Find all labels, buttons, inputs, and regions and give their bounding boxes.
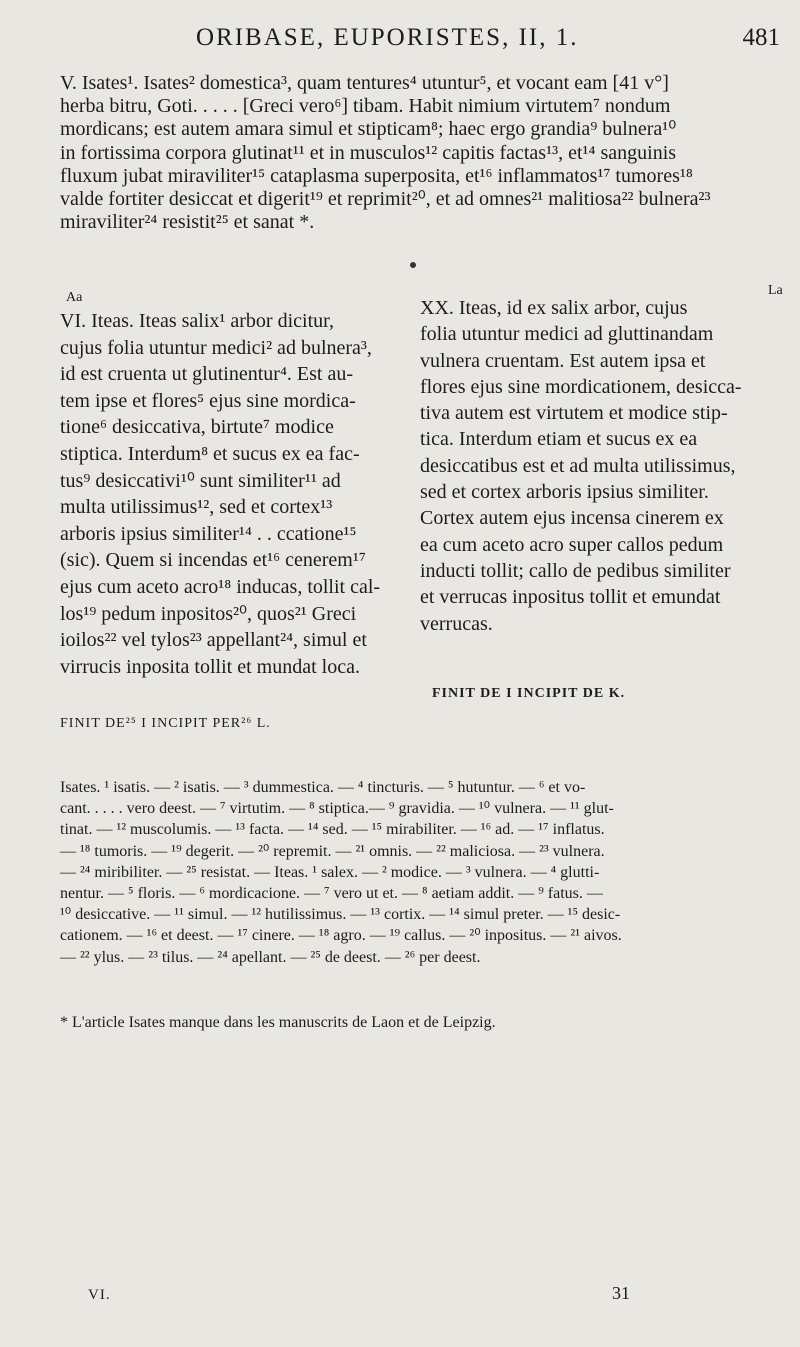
text-line: (sic). Quem si incendas et¹⁶ cenerem¹⁷ <box>60 549 366 572</box>
text-line: los¹⁹ pedum inpositos²⁰, quos²¹ Greci <box>60 602 357 625</box>
apparatus-line: cationem. — ¹⁶ et deest. — ¹⁷ cinere. — ¹⁸ agro. — ¹⁹ callus. — ²⁰ inpositus. — ²¹ aivos. <box>60 927 622 945</box>
finis-left: FINIT DE²⁵ I INCIPIT PER²⁶ L. <box>60 716 271 731</box>
text-line: cujus folia utuntur medici² ad bulnera³, <box>60 336 372 359</box>
text-line: virrucis inposita tollit et mundat loca. <box>60 655 360 678</box>
text-line: tione⁶ desiccativa, birtute⁷ modice <box>60 416 334 439</box>
gathering-number: 31 <box>612 1283 630 1303</box>
text-line: valde fortiter desiccat et digerit¹⁹ et reprimit²⁰, et ad omnes²¹ malitiosa²² bulnera²³ <box>60 188 711 211</box>
page-number: 481 <box>742 24 780 51</box>
text-line: arboris ipsius similiter¹⁴ . . ccatione¹⁵ <box>60 522 357 545</box>
critical-apparatus <box>60 777 790 968</box>
text-line: fluxum jubat miraviliter¹⁵ cataplasma superposita, et¹⁶ inflammatos¹⁷ tumores¹⁸ <box>60 164 693 187</box>
finis-right: FINIT DE I INCIPIT DE K. <box>432 686 626 701</box>
text-line: in fortissima corpora glutinat¹¹ et in musculos¹² capitis factas¹³, et¹⁴ sanguinis <box>60 141 677 164</box>
manuscript-sigil-right: La <box>768 283 783 298</box>
ink-dot <box>410 262 416 268</box>
text-line: mordicans; est autem amara simul et stipticam⁸; haec ergo grandia⁹ bulnera¹⁰ <box>60 118 677 141</box>
running-title: ORIBASE, EUPORISTES, II, 1. <box>196 24 579 51</box>
text-line: ioilos²² vel tylos²³ appellant²⁴, simul et <box>60 629 367 652</box>
text-line: desiccatibus est et ad multa utilissimus, <box>420 454 736 477</box>
section-isates <box>60 72 780 234</box>
text-line: VI. Iteas. Iteas salix¹ arbor dicitur, <box>60 310 334 332</box>
footnote: * L'article Isates manque dans les manuscrits de Laon et de Leipzig. <box>60 1014 496 1031</box>
apparatus-line: ¹⁰ desiccative. — ¹¹ simul. — ¹² hutilissimus. — ¹³ cortix. — ¹⁴ simul preter. — ¹⁵ desic- <box>60 906 621 924</box>
page-header <box>0 24 800 56</box>
text-line: multa utilissimus¹², sed et cortex¹³ <box>60 496 333 519</box>
apparatus-line: cant. . . . . vero deest. — ⁷ virtutim. — ⁸ stiptica.— ⁹ gravidia. — ¹⁰ vulnera. — ¹¹ glut- <box>60 800 614 818</box>
apparatus-line: — ²² ylus. — ²³ tilus. — ²⁴ apellant. — ²⁵ de deest. — ²⁶ per deest. <box>60 948 481 966</box>
text-line: ejus cum aceto acro¹⁸ inducas, tollit cal- <box>60 575 381 598</box>
text-line: verrucas. <box>420 612 493 635</box>
text-line: id est cruenta ut glutinentur⁴. Est au- <box>60 363 354 386</box>
text-line: folia utuntur medici ad gluttinandam <box>420 323 714 346</box>
manuscript-sigil-left: Aa <box>66 290 83 305</box>
text-line: herba bitru, Goti. . . . . [Greci vero⁶] tibam. Habit nimium virtutem⁷ nondum <box>60 95 671 118</box>
apparatus-line: — ²⁴ miribiliter. — ²⁵ resistat. — Iteas. ¹ salex. — ² modice. — ³ vulnera. — ⁴ glutti- <box>60 863 600 881</box>
text-line: sed et cortex arboris ipsius similiter. <box>420 481 709 504</box>
apparatus-line: tinat. — ¹² muscolumis. — ¹³ facta. — ¹⁴ sed. — ¹⁵ mirabiliter. — ¹⁶ ad. — ¹⁷ inflatus. <box>60 821 605 839</box>
text-line: tus⁹ desiccativi¹⁰ sunt similiter¹¹ ad <box>60 469 341 492</box>
apparatus-line: — ¹⁸ tumoris. — ¹⁹ degerit. — ²⁰ repremit. — ²¹ omnis. — ²² maliciosa. — ²³ vulnera. <box>60 842 605 860</box>
left-column-iteas <box>60 308 392 680</box>
text-line: vulnera cruentam. Est autem ipsa et <box>420 349 706 372</box>
text-line: et verrucas inpositus tollit et emundat <box>420 586 721 609</box>
text-line: XX. Iteas, id ex salix arbor, cujus <box>420 297 688 319</box>
text-line: inducti tollit; callo de pedibus similiter <box>420 559 731 582</box>
text-line: tica. Interdum etiam et sucus ex ea <box>420 428 698 451</box>
text-line: flores ejus sine mordicationem, desicca- <box>420 375 742 398</box>
apparatus-line: nentur. — ⁵ floris. — ⁶ mordicacione. — ⁷ vero ut et. — ⁸ aetiam addit. — ⁹ fatus. — <box>60 885 603 903</box>
text-line: tiva autem est virtutem et modice stip- <box>420 402 728 425</box>
text-line: V. Isates¹. Isates² domestica³, quam tentures⁴ utuntur⁵, et vocant eam [41 v°] <box>60 72 669 94</box>
text-line: tem ipse et flores⁵ ejus sine mordica- <box>60 389 356 412</box>
text-line: miraviliter²⁴ resistit²⁵ et sanat *. <box>60 211 315 234</box>
text-line: Cortex autem ejus incensa cinerem ex <box>420 507 724 530</box>
text-line: ea cum aceto acro super callos pedum <box>420 533 724 556</box>
apparatus-line: Isates. ¹ isatis. — ² isatis. — ³ dummestica. — ⁴ tincturis. — ⁵ hutuntur. — ⁶ et vo- <box>60 779 586 796</box>
text-line: stiptica. Interdum⁸ et sucus ex ea fac- <box>60 442 360 465</box>
right-column-iteas <box>420 295 786 637</box>
signature-mark: VI. <box>88 1287 111 1303</box>
